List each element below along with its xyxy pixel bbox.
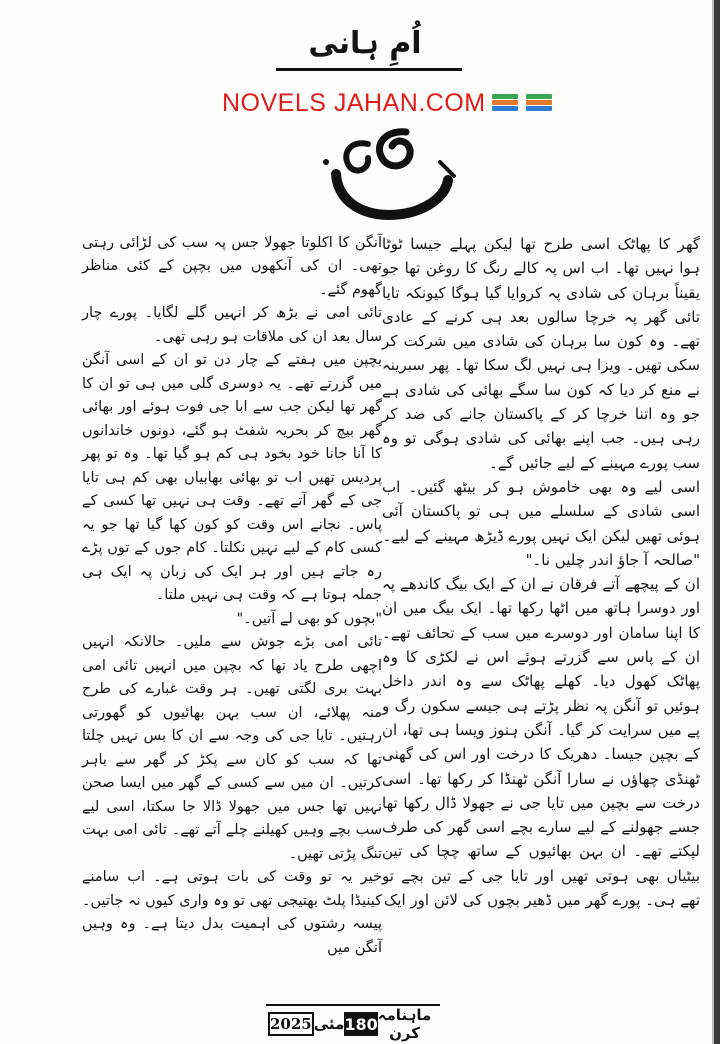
text-column-left — [82, 232, 382, 960]
watermark — [222, 88, 554, 118]
paragraph: ان کے پیچھے آتے فرقان نے ان کے ایک بیگ کاندھے پہ اور دوسرا ہاتھ میں اٹھا رکھا تھا۔ ایک بیگ میں ان کا اپنا سامان اور دوسرے میں سب کے تحائف تھے۔ ان کے پاس سے گزرتے ہوئے اس نے لکڑی کا وہ پھاٹک کھول دیا۔ کھلے پھاٹک سے وہ اندر داخل ہوئیں تو آنگن پہ نظر پڑتے ہی جیسے سکون رگ و پے میں سرایت کر گیا۔ آنگن ہنوز ویسا ہی تھا، ان کے بچپن جیسا۔ دھریک کا درخت اور اس کی گھنی ٹھنڈی چھاؤں نے سارا آنگن ٹھنڈا کر رکھا تھا۔ اسی درخت سے بچپن میں تایا جی نے جھولا ڈال رکھا تھا جسے جھولنے کے لیے سارے بچے اسی گھر کی طرف لپکتے تھے۔ ان بہن بھائیوں کے ساتھ چچا کی تین بیٹیاں بھی ہوتی تھیں اور تایا جی کے تین بچے تو تھے ہی۔ پورے گھر میں ڈھیر بچوں کی لائن اور ایک — [382, 575, 700, 910]
page-number: 180 — [344, 1012, 377, 1036]
footer-year: 2025 — [268, 1012, 314, 1036]
paragraph: گھر کا پھاٹک اسی طرح تھا لیکن پہلے جیسا ٹوٹا ہوا نہیں تھا۔ اب اس پہ کالے رنگ کا روغن تھا جو یقیناً برہان کی شادی پہ کروایا گیا ہوگا کیونکہ تایا تائی گھر پہ خرچا سالوں بعد ہی کرنے کے عادی تھے۔ وہ کون سا برہان کی شادی میں شرکت کر سکی تھیں۔ ویزا ہی نہیں لگ سکا تھا۔ پھر سبرینہ نے منع کر دیا کہ کون سا سگے بھائی کی شادی ہے جو وہ اتنا خرچا کر کے پاکستان جانے کی ضد کر رہی ہیں۔ جب اپنے بھائی کی شادی ہوگی تو وہ سب پورے مہینے کے لیے جائیں گے۔ — [382, 235, 700, 472]
books-emoji-icon — [526, 92, 554, 114]
author-name: اُمِ ہانی — [308, 26, 422, 61]
footer-month: مئی — [313, 1015, 345, 1033]
text-column-right — [382, 232, 700, 912]
dialogue-paragraph: "صالحہ آ جاؤ اندر چلیں نا۔" — [525, 550, 700, 569]
page-footer — [268, 1006, 432, 1042]
paragraph: تائی امی بڑے جوش سے ملیں۔ حالانکہ انہیں اچھی طرح یاد تھا کہ بچپن میں انہیں تائی امی بہت بری لگتی تھیں۔ ہر وقت غبارے کی طرح منہ پھلائے، ان سب بہن بھائیوں کو گھورتی رہتیں۔ تایا جی کی وجہ سے ان کا بس نہیں چلتا تھا کہ سب کو کان سے پکڑ کر گھر سے باہر کرتیں۔ ان میں سے کسی کے گھر میں ایسا صحن نہیں تھا جس میں جھولا ڈالا جا سکتا، اسی لیے سب بچے وہیں کھیلنے چلے آتے تھے۔ تائی امی بہت تنگ پڑتی تھیں۔ — [82, 634, 382, 862]
paragraph: خیر یہ تو وقت کی بات ہوتی ہے۔ اب سامنے کینیڈا پلٹ بھتیجی تھی تو وہ واری کیوں نہ جاتیں۔ پیسہ رشتوں کی اہمیت بدل دیتا ہے۔ وہ وہیں آنگن میں — [82, 869, 382, 956]
paragraph: آنگن کا اکلوتا جھولا جس پہ سب کی لڑائی رہتی تھی۔ ان کی آنکھوں میں بچپن کے کئی مناظر گھوم گئے۔ — [82, 235, 382, 298]
story-title-calligraphy — [308, 122, 458, 232]
books-emoji-icon — [492, 92, 520, 114]
magazine-name: ماہنامہ کرن — [377, 1006, 432, 1042]
paragraph: بچپن میں ہفتے کے چار دن تو ان کے اسی آنگن میں گزرتے تھے۔ یہ دوسری گلی میں ہی تو ان کا گھر تھا لیکن جب سے ابا جی فوت ہوئے اور بھائی گھر بیچ کر بحریہ شفٹ ہو گئے، دونوں خاندانوں کا آنا جانا خود بخود ہی کم ہو گیا تھا۔ وہ تو پھر پردیس تھیں اب تو بھائی بھابیاں بھی کم ہی تایا جی کے گھر آتے تھے۔ وقت ہی نہیں تھا کسی کے پاس۔ نجانے اس وقت کو کون کھا گیا تھا جو یہ کسی کام کے لیے نہیں نکلتا۔ کام جوں کے توں پڑے رہ جاتے ہیں اور ہر ایک کی زبان پہ ایک ہی جملہ ہوتا ہے کہ وقت ہی نہیں ملتا۔ — [82, 352, 382, 604]
paragraph: تائی امی نے بڑھ کر انہیں گلے لگایا۔ پورے چار سال بعد ان کی ملاقات ہو رہی تھی۔ — [82, 305, 382, 345]
watermark-text: NOVELS JAHAN.COM — [222, 88, 486, 117]
page-edge — [714, 0, 720, 1044]
paragraph: اسی لیے وہ بھی خاموش ہو کر بیٹھ گئیں۔ اب اسی شادی کے سلسلے میں ہی تو پاکستان آئی ہوئی تھیں لیکن ایک نہیں پورے ڈیڑھ مہینے کے لیے۔ — [382, 477, 700, 545]
dialogue-paragraph: "بچوں کو بھی لے آتیں۔" — [236, 610, 382, 627]
author-underline — [276, 68, 462, 71]
page-edge-shadow — [712, 0, 714, 1044]
